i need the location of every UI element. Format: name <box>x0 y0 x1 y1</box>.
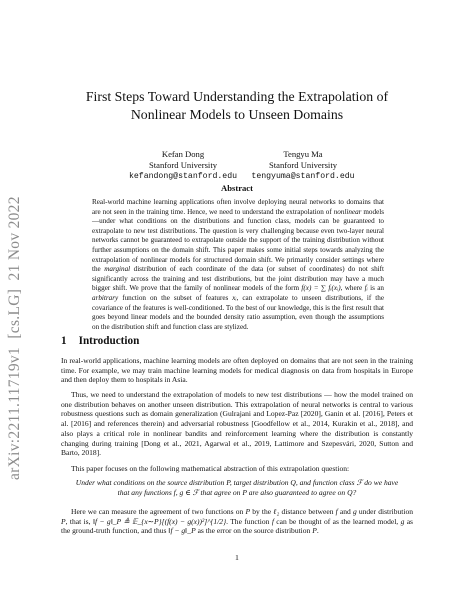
intro-paragraph-1: In real-world applications, machine learning models are often deployed on domains that are not seen in the training time. For example, we may train machine learning models for medical diagnosis on data from hospitals in Europe and then deploy them to hospitals in Asia. <box>61 356 413 385</box>
author-name: Kefan Dong <box>161 149 205 159</box>
intro-paragraph-3: This paper focuses on the following mathematical abstraction of this extrapolation question: <box>71 464 350 473</box>
author-affiliation: Stanford University <box>148 160 218 170</box>
abstract-heading: Abstract <box>221 183 253 193</box>
arxiv-identifier: arXiv:2211.11719v1 [cs.LG] 21 Nov 2022 <box>6 196 23 480</box>
page-number: 1 <box>235 553 239 562</box>
section-title: Introduction <box>78 335 140 347</box>
author-email: tengyuma@stanford.edu <box>251 172 355 181</box>
intro-paragraph-2: Thus, we need to understand the extrapolation of models to new test distributions — how the model trained on one distribution behaves on another unseen distribution. This extrapolation of neural networks is central to various robustness questions such as domain generalization (Gulrajani and Lopez-Paz [2020], Ganin et al. [2016], Peters et al. [2016] and references therein) and adversarial robustness [Goodfellow et al., 2014, Kurakin et al., 2018], and also plays a critical role in nonlinear bandits and reinforcement learning where the distribution is constantly changing during training [Dong et al., 2021, Agarwal et al., 2019, Lattimore and Szepesvári, 2020, Sutton and Barto, 2018]. <box>61 390 413 458</box>
paper-title: First Steps Toward Understanding the Extrapolation of Nonlinear Models to Unseen Domains <box>85 89 389 122</box>
author-block <box>243 149 363 182</box>
section-number: 1 <box>61 335 67 347</box>
arxiv-stamp <box>2 150 24 480</box>
abstract-text: Real-world machine learning applications often involve deploying neural networks to domains that are not seen in the training time. Hence, we need to understand the extrapolation of nonlinear models—under what conditions on the distributions and function class, models can be guaranteed to extrapolate to new test distributions. The question is very challenging because even two-layer neural networks cannot be guaranteed to extrapolate outside the support of the training distribution without further assumptions on the domain shift. This paper makes some initial steps towards analyzing the extrapolation of nonlinear models for structured domain shift. We primarily consider settings where the marginal distribution of each coordinate of the data (or subset of coordinates) do not shift significantly across the training and test distributions, but the joint distribution may have a much bigger shift. We prove that the family of nonlinear models of the form f(x) = ∑ fᵢ(xᵢ), where fᵢ is an arbitrary function on the subset of features xᵢ, can extrapolate to unseen distributions, if the covariance of the features is well-conditioned. To the best of our knowledge, this is the first result that goes beyond linear models and the bounded density ratio assumption, even though the assumptions on the distribution shift and function class are stylized. <box>92 198 385 331</box>
author-affiliation: Stanford University <box>268 160 338 170</box>
research-question: Under what conditions on the source distribution P, target distribution Q, and function class ℱ do we have that any functions f, g ∈ ℱ that agree on P are also guaranteed to agree on Q? <box>75 478 399 497</box>
author-block <box>123 149 243 182</box>
author-name: Tengyu Ma <box>283 149 323 159</box>
intro-paragraph-4: Here we can measure the agreement of two functions on P by the ℓ₂ distance between f and g under distribution P, that is, ‖f − g‖_P ≜ 𝔼_{x∼P}[(f(x) − g(x))²]^{1/2}. The function f can be thought of as the learned model, g as the ground-truth function, and thus ‖f − g‖_P as the error on the source distribution P. <box>61 507 413 536</box>
author-email: kefandong@stanford.edu <box>128 172 238 181</box>
section-heading <box>61 335 139 347</box>
